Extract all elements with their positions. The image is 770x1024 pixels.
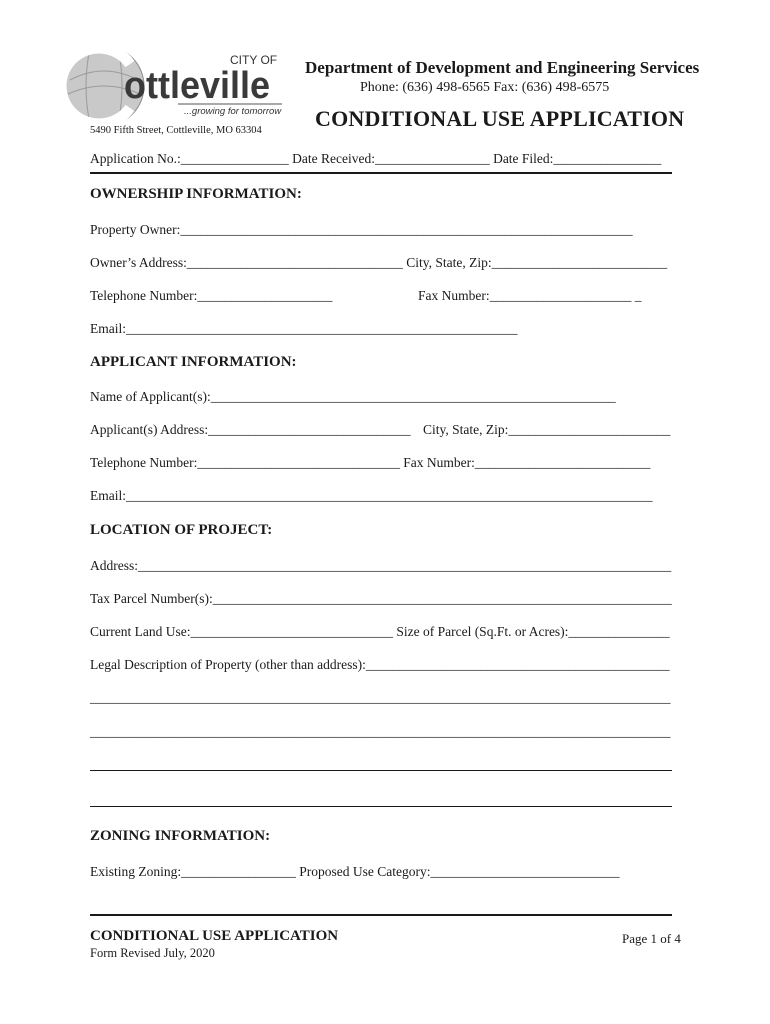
cottleville-logo [60, 42, 290, 130]
applicant-address-field[interactable]: Applicant(s) Address:______________________________ [90, 422, 411, 437]
project-address-field[interactable]: Address:_______________________________________________________________________________ [90, 558, 672, 573]
logo-name: ottleville [124, 65, 270, 107]
applicant-email-field[interactable]: Email:______________________________________________________________________________ [90, 488, 653, 503]
applicant-telephone-fax-field[interactable]: Telephone Number:______________________________ Fax Number:__________________________ [90, 455, 651, 470]
department-contact: Phone: (636) 498-6565 Fax: (636) 498-6575 [360, 80, 610, 95]
legal-description-line-3[interactable]: ______________________________________________________________________________________ [90, 724, 671, 739]
ownership-heading: OWNERSHIP INFORMATION: [90, 186, 302, 202]
page-number: Page 1 of 4 [622, 931, 681, 946]
legal-description-line-2[interactable]: ______________________________________________________________________________________ [90, 690, 671, 705]
footer-revised: Form Revised July, 2020 [90, 946, 215, 960]
zoning-heading: ZONING INFORMATION: [90, 828, 271, 844]
zoning-field[interactable]: Existing Zoning:_________________ Proposed Use Category:____________________________ [90, 864, 620, 879]
footer-divider [90, 914, 672, 916]
legal-description-field[interactable]: Legal Description of Property (other than address):_____________________________________________ [90, 657, 670, 672]
location-heading: LOCATION OF PROJECT: [90, 522, 273, 538]
tax-parcel-field[interactable]: Tax Parcel Number(s):____________________________________________________________________ [90, 591, 672, 606]
legal-description-line-4[interactable] [90, 770, 672, 771]
application-tracking-line: Application No.:________________ Date Received:_________________ Date Filed:________________ [90, 151, 662, 166]
logo-tagline: ...growing for tomorrow [184, 106, 282, 117]
legal-description-line-5[interactable] [90, 806, 672, 807]
department-name: Department of Development and Engineering Services [305, 58, 700, 77]
owner-fax-field[interactable]: Fax Number:_____________________ _ [418, 288, 642, 303]
applicant-city-field[interactable]: City, State, Zip:________________________ [423, 422, 671, 437]
owner-telephone-field[interactable]: Telephone Number:____________________ [90, 288, 333, 303]
header-divider [90, 172, 672, 174]
land-use-parcel-size-field[interactable]: Current Land Use:______________________________ Size of Parcel (Sq.Ft. or Acres):_______________ [90, 624, 670, 639]
city-address: 5490 Fifth Street, Cottleville, MO 63304 [90, 125, 262, 136]
footer-title: CONDITIONAL USE APPLICATION [90, 928, 339, 944]
applicant-name-field[interactable]: Name of Applicant(s):____________________________________________________________ [90, 389, 616, 404]
owners-address-field[interactable]: Owner’s Address:________________________________ City, State, Zip:__________________________ [90, 255, 668, 270]
property-owner-field[interactable]: Property Owner:___________________________________________________________________ [90, 222, 633, 237]
applicant-heading: APPLICANT INFORMATION: [90, 354, 297, 370]
form-title: CONDITIONAL USE APPLICATION [315, 106, 685, 131]
owner-email-field[interactable]: Email:__________________________________________________________ [90, 321, 518, 336]
logo-city-of: CITY OF [230, 53, 278, 67]
